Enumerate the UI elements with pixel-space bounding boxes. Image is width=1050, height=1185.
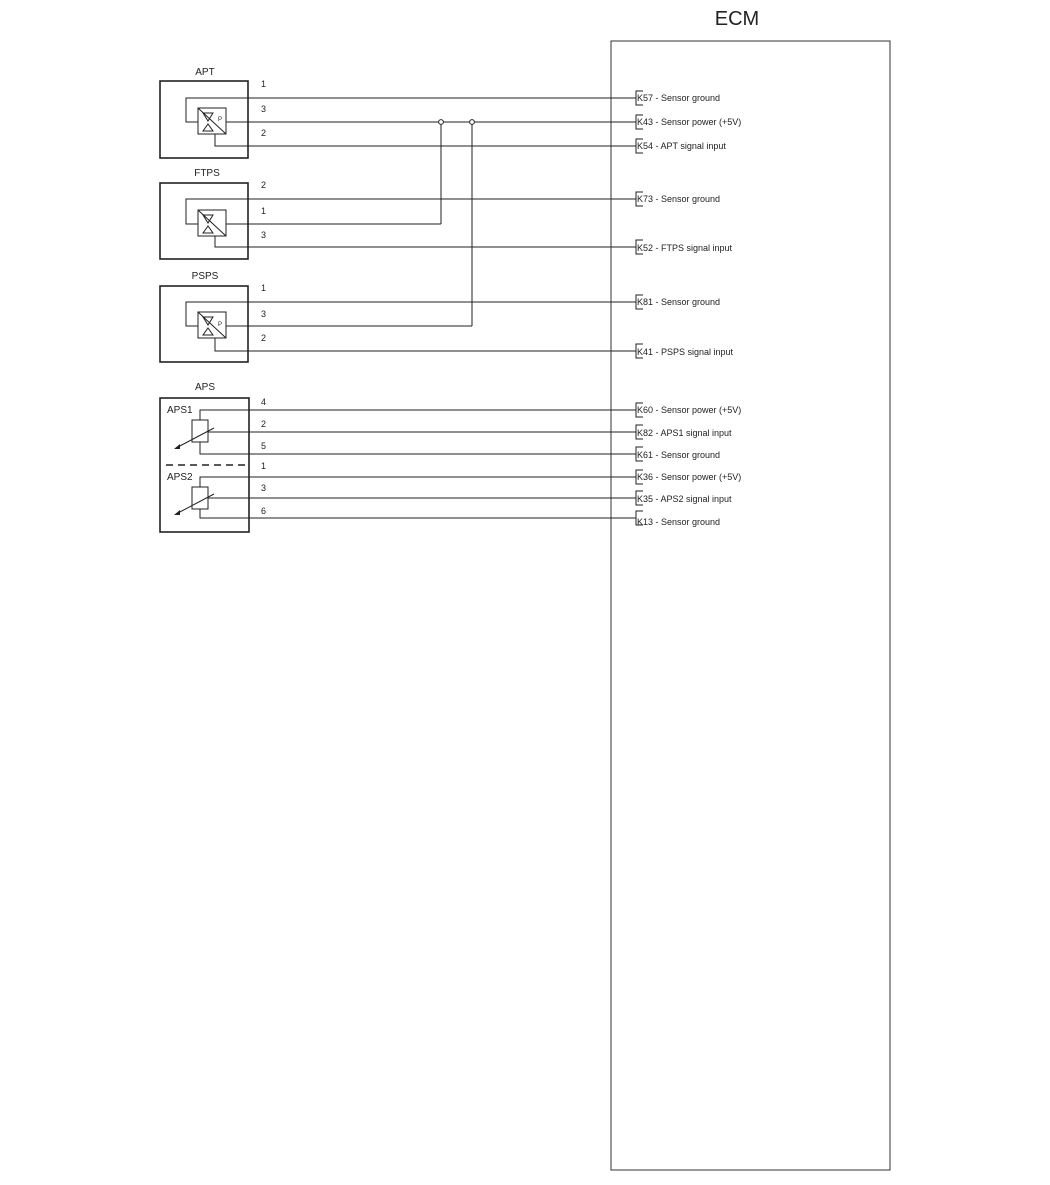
terminal-label: K54 - APT signal input xyxy=(637,141,726,151)
terminal-label: K35 - APS2 signal input xyxy=(637,494,732,504)
ftps-pin-2: 2 xyxy=(261,180,267,190)
apt-pin-2: 2 xyxy=(261,128,267,138)
aps-pin-5: 5 xyxy=(261,441,267,451)
terminal-k73 xyxy=(636,192,720,206)
aps-pin-2: 2 xyxy=(261,419,267,429)
terminal-label: K41 - PSPS signal input xyxy=(637,347,734,357)
ecm-label: ECM xyxy=(714,8,760,30)
terminal-label: K43 - Sensor power (+5V) xyxy=(637,117,742,127)
apt-pin-1: 1 xyxy=(261,79,267,89)
terminal-label: K60 - Sensor power (+5V) xyxy=(637,405,742,415)
apt-pin-3: 3 xyxy=(261,104,267,114)
psps-sensor xyxy=(160,271,266,362)
ecm-box xyxy=(611,41,890,1170)
terminal-k35 xyxy=(636,491,732,505)
aps2-label: APS2 xyxy=(167,472,193,483)
ftps-pin-1: 1 xyxy=(261,206,267,216)
psps-pin-2: 2 xyxy=(261,333,267,343)
terminal-k41 xyxy=(636,344,734,358)
terminal-label: K52 - FTPS signal input xyxy=(637,243,733,253)
terminal-label: K13 - Sensor ground xyxy=(637,517,721,527)
terminal-k81 xyxy=(636,295,720,309)
psps-pin-1: 1 xyxy=(261,283,267,293)
splice-point xyxy=(470,120,475,125)
ftps-pin-3: 3 xyxy=(261,230,267,240)
terminal-k82 xyxy=(636,425,732,439)
psps-label: PSPS xyxy=(191,271,219,282)
aps-pin-6: 6 xyxy=(261,506,267,516)
terminal-k13 xyxy=(636,511,720,527)
terminal-label: K81 - Sensor ground xyxy=(637,297,721,307)
aps-label: APS xyxy=(194,382,216,393)
terminal-label: K36 - Sensor power (+5V) xyxy=(637,472,742,482)
splice-point xyxy=(439,120,444,125)
aps-pin-3: 3 xyxy=(261,483,267,493)
terminal-label: K82 - APS1 signal input xyxy=(637,428,732,438)
terminal-k52 xyxy=(636,240,733,254)
aps-pin-1: 1 xyxy=(261,461,267,471)
terminal-label: K73 - Sensor ground xyxy=(637,194,721,204)
terminal-k43 xyxy=(636,115,741,129)
terminal-k54 xyxy=(636,139,726,153)
terminal-k60 xyxy=(636,403,741,417)
aps1-label: APS1 xyxy=(167,405,193,416)
apt-sensor xyxy=(160,67,266,158)
terminal-k57 xyxy=(636,91,720,105)
svg-text:P: P xyxy=(218,322,223,328)
wires xyxy=(248,98,636,518)
terminal-label: K61 - Sensor ground xyxy=(637,450,721,460)
psps-pin-3: 3 xyxy=(261,309,267,319)
aps-pin-4: 4 xyxy=(261,397,267,407)
aps-sensor xyxy=(160,382,266,532)
ftps-label: FTPS xyxy=(194,168,220,179)
terminal-k61 xyxy=(636,447,720,461)
ftps-box xyxy=(160,183,248,259)
terminal-label: K57 - Sensor ground xyxy=(637,93,721,103)
terminal-k36 xyxy=(636,470,741,484)
ecm-terminals xyxy=(636,91,741,527)
apt-label: APT xyxy=(195,67,215,78)
ftps-sensor xyxy=(160,168,266,259)
svg-text:P: P xyxy=(218,117,223,123)
